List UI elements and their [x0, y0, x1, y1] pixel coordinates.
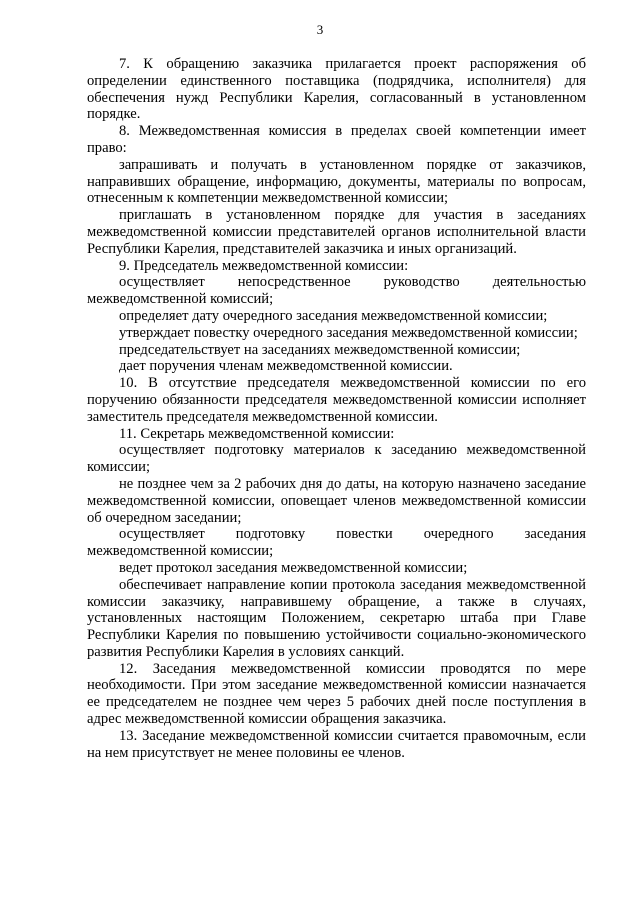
paragraph-8-item-2: приглашать в установленном порядке для участия в заседаниях межведомственной комиссии представителей органов исполнительной власти Республики Карелия, представителей заказчика и иных организаций. [87, 207, 586, 257]
paragraph-11-item-2: не позднее чем за 2 рабочих дня до даты, на которую назначено заседание межведомственной комиссии, оповещает членов межведомственной комиссии об очередном заседании; [87, 475, 586, 526]
paragraph-13: 13. Заседание межведомственной комиссии считается правомочным, если на нем присутствует не менее половины ее членов. [87, 727, 586, 761]
paragraph-9-item-2: определяет дату очередного заседания межведомственной комиссии; [119, 307, 548, 324]
document-body [87, 56, 586, 761]
paragraph-9-item-1: осуществляет непосредственное руководство деятельностью межведомственной комиссий; [87, 274, 586, 308]
paragraph-11-item-5: обеспечивает направление копии протокола заседания межведомственной комиссии заказчику, направившему обращение, а также в случаях, установленных настоящим Положением, секретарю штаба при Главе Республики Карелия по повышению устойчивости социально-экономического развития Республики Карелия в условиях санкций. [87, 576, 586, 660]
paragraph-8-item-1: запрашивать и получать в установленном порядке от заказчиков, направивших обращение, информацию, документы, материалы по вопросам, отнесенным к компетенции межведомственной комиссии; [87, 156, 586, 207]
paragraph-11-item-3: осуществляет подготовку повестки очередного заседания межведомственной комиссии; [87, 526, 586, 560]
paragraph-9-item-4: председательствует на заседаниях межведомственной комиссии; [119, 341, 521, 358]
paragraph-7: 7. К обращению заказчика прилагается проект распоряжения об определении единственного поставщика (подрядчика, исполнителя) для обеспечения нужд Республики Карелия, согласованный в установленном порядке. [87, 56, 586, 123]
paragraph-11-item-1: осуществляет подготовку материалов к заседанию межведомственной комиссии; [87, 442, 586, 476]
paragraph-8: 8. Межведомственная комиссия в пределах своей компетенции имеет право: [87, 123, 586, 156]
paragraph-9-item-3: утверждает повестку очередного заседания межведомственной комиссии; [119, 324, 578, 341]
page-number: 3 [316, 22, 324, 37]
paragraph-11-item-4: ведет протокол заседания межведомственной комиссии; [119, 559, 468, 576]
paragraph-11: 11. Секретарь межведомственной комиссии: [119, 425, 395, 442]
paragraph-12: 12. Заседания межведомственной комиссии проводятся по мере необходимости. При этом заседание межведомственной комиссии назначается ее председателем не позднее чем через 5 рабочих дней после поступления в адрес межведомственной комиссии обращения заказчика. [87, 660, 586, 728]
paragraph-10: 10. В отсутствие председателя межведомственной комиссии по его поручению обязанности председателя межведомственной комиссии исполняет заместитель председателя межведомственной комиссии. [87, 375, 586, 425]
paragraph-9: 9. Председатель межведомственной комиссии: [119, 257, 409, 274]
paragraph-9-item-5: дает поручения членам межведомственной комиссии. [119, 358, 453, 375]
